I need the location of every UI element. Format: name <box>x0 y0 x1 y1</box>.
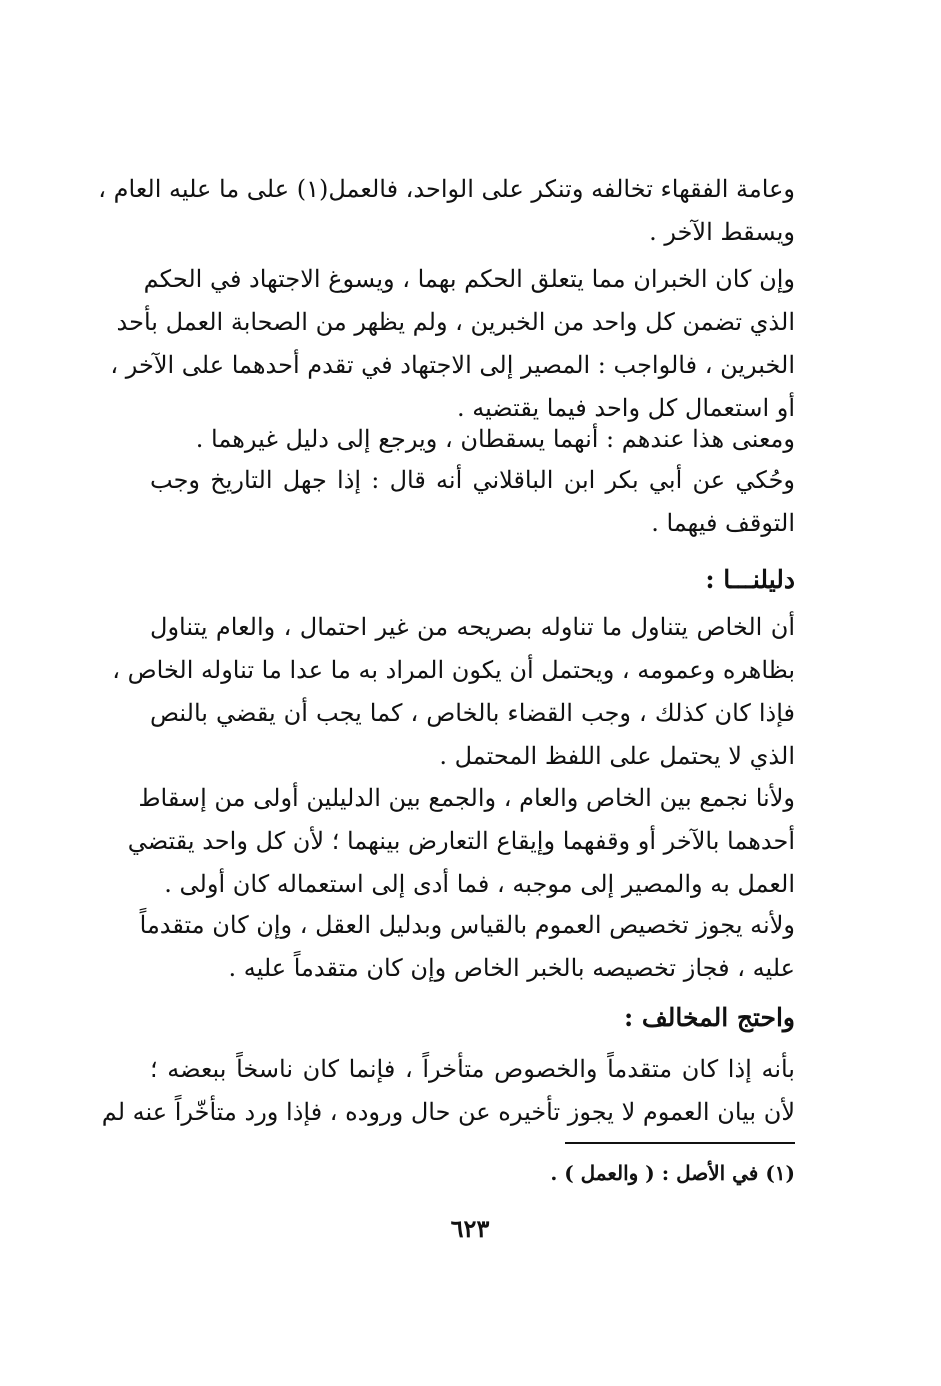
paragraph-1 <box>98 168 795 254</box>
text-line: الذي تضمن كل واحد من الخبرين ، ولم يظهر من الصحابة العمل بأحد <box>116 308 795 336</box>
text-line: وحُكي عن أبي بكر ابن الباقلاني أنه قال : إذا جهل التاريخ وجب <box>150 466 795 494</box>
paragraph-6 <box>127 777 795 906</box>
section-heading-our-evidence: دليلنـــا : <box>705 565 795 594</box>
paragraph-7 <box>139 904 795 990</box>
footnote-divider <box>565 1142 795 1144</box>
paragraph-3 <box>150 418 795 461</box>
text-line: أو استعمال كل واحد فيما يقتضيه . <box>456 394 795 422</box>
text-line: الخبرين ، فالواجب : المصير إلى الاجتهاد في تقدم أحدهما على الآخر ، <box>110 351 795 379</box>
paragraph-4 <box>150 459 795 545</box>
paragraph-2 <box>110 258 795 430</box>
text-line: ومعنى هذا عندهم : أنهما يسقطان ، ويرجع إلى دليل غيرهما . <box>195 425 795 453</box>
text-line: ولأنه يجوز تخصيص العموم بالقياس وبدليل العقل ، وإن كان متقدماً <box>139 911 795 939</box>
text-line: التوقف فيهما . <box>651 509 795 537</box>
paragraph-5 <box>112 606 795 778</box>
text-line: العمل به والمصير إلى موجبه ، فما أدى إلى استعماله كان أولى . <box>164 870 795 898</box>
text-line: لأن بيان العموم لا يجوز تأخيره عن حال وروده ، فإذا ورد متأخّراً عنه لم <box>101 1098 795 1126</box>
text-line: بظاهره وعمومه ، ويحتمل أن يكون المراد به ما عدا ما تناوله الخاص ، <box>112 656 795 684</box>
text-line: الذي لا يحتمل على اللفظ المحتمل . <box>439 742 795 770</box>
text-line: ولأنا نجمع بين الخاص والعام ، والجمع بين الدليلين أولى من إسقاط <box>138 784 795 812</box>
text-line: أحدهما بالآخر أو وقفهما وإيقاع التعارض بينهما ؛ لأن كل واحد يقتضي <box>127 827 795 855</box>
text-line: عليه ، فجاز تخصيصه بالخبر الخاص وإن كان متقدماً عليه . <box>228 954 795 982</box>
text-line: وعامة الفقهاء تخالفه وتنكر على الواحد، فالعمل(١) على ما عليه العام ، <box>98 175 795 203</box>
text-line: فإذا كان كذلك ، وجب القضاء بالخاص ، كما يجب أن يقضي بالنص <box>150 699 795 727</box>
text-line: وإن كان الخبران مما يتعلق الحكم بهما ، ويسوغ الاجتهاد في الحكم <box>143 265 795 293</box>
footnote: (١) في الأصل : ( والعمل ) . <box>550 1161 795 1185</box>
text-line: أن الخاص يتناول ما تناوله بصريحه من غير احتمال ، والعام يتناول <box>150 613 795 641</box>
text-line: بأنه إذا كان متقدماً والخصوص متأخراً ، فإنما كان ناسخاً ببعضه ؛ <box>150 1055 795 1083</box>
paragraph-8 <box>101 1048 795 1134</box>
section-heading-opponent-argument: واحتج المخالف : <box>623 1003 795 1032</box>
page-number: ٦٢٣ <box>450 1214 490 1243</box>
text-line: ويسقط الآخر . <box>649 218 795 246</box>
